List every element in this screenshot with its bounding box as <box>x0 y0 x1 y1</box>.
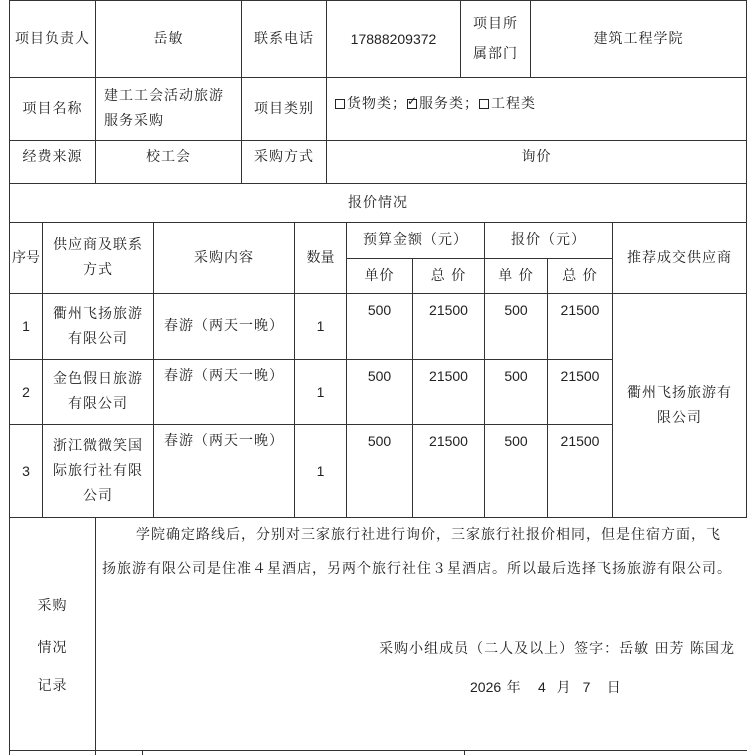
col-offer-total: 总 价 <box>547 258 613 294</box>
row-2-content: 春游（两天一晚） <box>153 359 295 425</box>
row-1-budget-unit: 500 <box>346 293 413 360</box>
quote-section-title: 报价情况 <box>9 183 747 223</box>
record-content-cell <box>95 517 747 755</box>
row-2-offer-unit: 500 <box>484 359 548 425</box>
record-signature <box>379 632 735 666</box>
col-seq: 序号 <box>9 222 43 294</box>
recommended-supplier: 衢州飞扬旅游有限公司 <box>612 293 747 518</box>
leader-value: 岳敏 <box>95 0 242 78</box>
date-month-unit: 月 <box>556 680 572 696</box>
row-2-budget-total: 21500 <box>412 359 485 425</box>
phone-value: 17888209372 <box>326 0 461 78</box>
col-offer: 报价（元） <box>484 222 613 259</box>
type-goods-option[interactable] <box>335 92 407 117</box>
type-works-option[interactable] <box>479 92 536 117</box>
date-month: 4 <box>537 679 546 695</box>
funding-source-value: 校工会 <box>95 140 242 184</box>
type-service-checkbox[interactable] <box>407 99 417 109</box>
date-day-unit: 日 <box>606 680 622 696</box>
row-1-offer-unit: 500 <box>484 293 548 360</box>
row-3-qty: 1 <box>294 424 347 518</box>
signers: 岳敏 田芳 陈国龙 <box>619 641 735 657</box>
col-budget-total: 总 价 <box>412 258 485 294</box>
leader-label: 项目负责人 <box>9 0 96 78</box>
project-name-label: 项目名称 <box>9 77 96 141</box>
project-type-options <box>326 77 747 141</box>
dept-label: 项目所属部门 <box>460 0 531 78</box>
row-3-offer-unit: 500 <box>484 424 548 518</box>
record-date <box>470 670 622 705</box>
next-row-border <box>9 750 747 751</box>
type-service-option[interactable] <box>407 92 479 117</box>
type-goods-label: 货物类； <box>347 96 407 112</box>
col-supplier: 供应商及联系方式 <box>42 222 154 294</box>
row-2-budget-unit: 500 <box>346 359 413 425</box>
next-row-divider-2 <box>464 750 465 755</box>
type-service-label: 服务类； <box>419 96 479 112</box>
row-3-budget-total: 21500 <box>412 424 485 518</box>
row-3-supplier: 浙江微微笑国际旅行社有限公司 <box>42 424 154 518</box>
row-3-seq: 3 <box>9 424 43 518</box>
row-1-budget-total: 21500 <box>412 293 485 360</box>
date-year-unit: 年 <box>506 680 522 696</box>
date-day: 7 <box>582 679 591 695</box>
funding-source-label: 经费来源 <box>9 140 96 184</box>
next-row-divider-1 <box>142 750 143 755</box>
record-label-cell <box>9 517 96 755</box>
date-year: 2026 <box>470 679 502 695</box>
project-type-label: 项目类别 <box>241 77 327 141</box>
col-content: 采购内容 <box>153 222 295 294</box>
procurement-method-value: 询价 <box>326 140 747 184</box>
type-works-checkbox[interactable] <box>479 99 489 109</box>
row-1-content: 春游（两天一晚） <box>153 293 295 360</box>
col-budget: 预算金额（元） <box>346 222 485 259</box>
dept-value: 建筑工程学院 <box>530 0 747 78</box>
row-3-budget-unit: 500 <box>346 424 413 518</box>
row-1-offer-total: 21500 <box>547 293 613 360</box>
procurement-method-label: 采购方式 <box>241 140 327 184</box>
col-offer-unit: 单 价 <box>484 258 548 294</box>
type-goods-checkbox[interactable] <box>335 99 345 109</box>
row-3-offer-total: 21500 <box>547 424 613 518</box>
row-2-supplier: 金色假日旅游有限公司 <box>42 359 154 425</box>
sign-label: 采购小组成员（二人及以上）签字： <box>379 641 620 657</box>
row-2-qty: 1 <box>294 359 347 425</box>
row-3-content: 春游（两天一晚） <box>153 424 295 518</box>
record-label-3: 记录 <box>37 678 68 694</box>
project-name-value: 建工工会活动旅游服务采购 <box>95 77 242 141</box>
row-2-offer-total: 21500 <box>547 359 613 425</box>
phone-label: 联系电话 <box>241 0 327 78</box>
record-line-2: 扬旅游有限公司是住准４星酒店，另两个旅行社住３星酒店。所以最后选择飞扬旅游有限公司。 <box>102 561 732 577</box>
col-recommend: 推荐成交供应商 <box>612 222 747 294</box>
type-works-label: 工程类 <box>491 96 536 112</box>
record-label-2: 情况 <box>37 640 68 656</box>
col-qty: 数量 <box>294 222 347 294</box>
row-2-seq: 2 <box>9 359 43 425</box>
col-budget-unit: 单价 <box>346 258 413 294</box>
row-1-qty: 1 <box>294 293 347 360</box>
record-label-1: 采购 <box>37 598 68 614</box>
row-1-seq: 1 <box>9 293 43 360</box>
record-line-1: 学院确定路线后，分别对三家旅行社进行询价，三家旅行社报价相同，但是住宿方面，飞 <box>136 527 721 543</box>
row-1-supplier: 衢州飞扬旅游有限公司 <box>42 293 154 360</box>
